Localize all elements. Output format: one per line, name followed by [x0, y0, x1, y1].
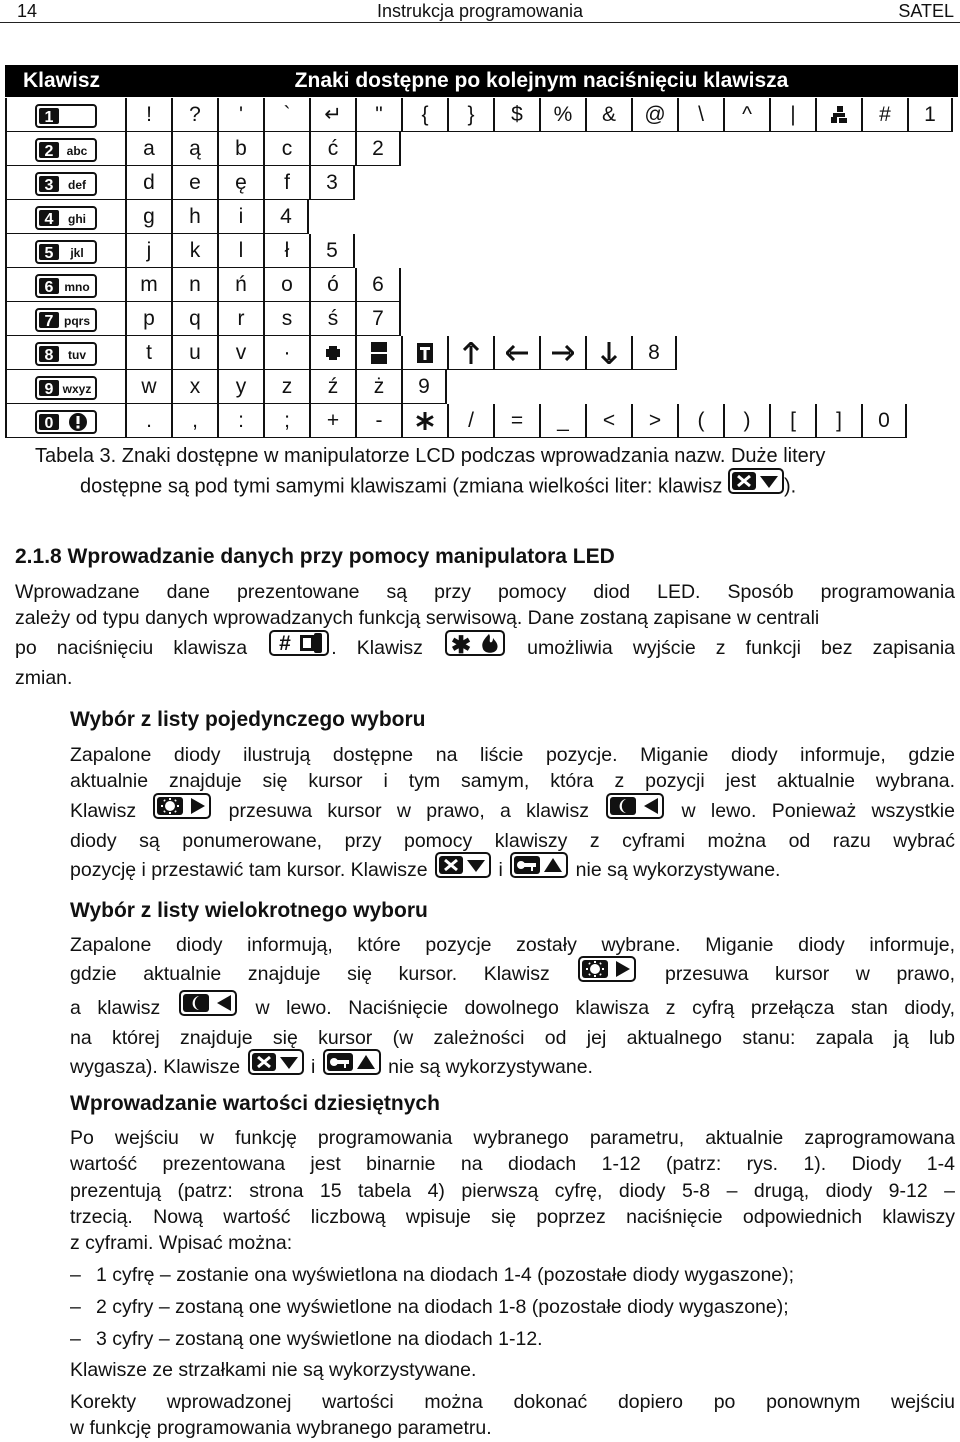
char-cell: % — [539, 98, 585, 132]
section-heading-single-choice: Wybór z listy pojedynczego wyboru — [70, 708, 426, 731]
page-number: 14 — [17, 1, 38, 21]
svg-text:jkl: jkl — [70, 246, 84, 260]
section-led-text: Wprowadzane dane prezentowane są przy pomocy diod LED. Sposób programowania zależy od typu danych wprowadzanych funkcją serwisową. Dane zostaną zapisane w centrali po naciśnięciu klawisza # . Klawisz ✱ umożliwia wyjście z funkcji bez zapisania zmian. — [15, 581, 956, 689]
section-heading-multi-choice: Wybór z listy wielokrotnego wyboru — [70, 899, 428, 922]
char-cell: ; — [263, 404, 309, 438]
svg-text:7: 7 — [44, 313, 54, 330]
arrow-down-icon — [585, 336, 631, 370]
running-title: Instrukcja programowania — [376, 1, 584, 21]
char-cell: m — [125, 268, 171, 302]
table-row — [5, 268, 401, 302]
char-cell: g — [125, 200, 171, 234]
char-cell: · — [263, 336, 309, 370]
char-cell: l — [217, 234, 263, 268]
table-row — [5, 132, 401, 166]
char-cell: 6 — [355, 268, 401, 302]
char-cell: @ — [631, 98, 677, 132]
svg-text:mno: mno — [64, 280, 90, 294]
section-decimal-text: Po wejściu w funkcję programowania wybranego parametru, aktualnie zaprogramowana wartość prezentowana jest binarnie na diodach 1-12 (patrz: rys. 1). Diody 1-4 prezentują (patrz: strona 15 tabela 4) pierwszą cyfrę, diody 5-8 – drugą, diody 9-12 – trzecią. Nową wartość liczbową wpisuje się poprzez naciśnięcie odpowiednich klawiszy z cyframi. Wpisać można: — [70, 1127, 955, 1255]
key-key-up-icon — [510, 852, 568, 885]
char-cell: 0 — [861, 404, 907, 438]
svg-text:8: 8 — [44, 347, 54, 364]
char-cell: n — [171, 268, 217, 302]
table-row — [5, 166, 355, 200]
caption-line-2: dostępne są pod tymi samymi klawiszami (zmiana wielkości liter: klawisz ). — [35, 470, 945, 504]
char-cell: z — [263, 370, 309, 404]
char-cell: 1 — [907, 98, 953, 132]
char-cell: i — [217, 200, 263, 234]
char-cell: | — [769, 98, 815, 132]
char-cell: ^ — [723, 98, 769, 132]
key-cell — [5, 336, 125, 370]
char-cell: ł — [263, 234, 309, 268]
char-cell: , — [171, 404, 217, 438]
key-cell — [5, 370, 125, 404]
large-block-icon — [355, 336, 401, 370]
arrow-left-icon — [493, 336, 539, 370]
svg-text:✱: ✱ — [450, 631, 472, 656]
char-cell: w — [125, 370, 171, 404]
column-header-key: Klawisz — [23, 69, 101, 92]
char-cell: > — [631, 404, 677, 438]
char-cell: a — [125, 132, 171, 166]
key-cell — [5, 302, 125, 336]
char-cell: v — [217, 336, 263, 370]
char-cell: p — [125, 302, 171, 336]
char-cell: ] — [815, 404, 861, 438]
char-cell: e — [171, 166, 217, 200]
char-cell: : — [217, 404, 263, 438]
svg-text:1: 1 — [44, 109, 54, 126]
asterisk-icon — [401, 404, 447, 438]
table-row — [5, 370, 447, 404]
svg-text:3: 3 — [44, 177, 54, 194]
user-icon — [815, 98, 861, 132]
svg-text:ghi: ghi — [68, 212, 86, 226]
char-cell: # — [861, 98, 907, 132]
list-item: – 2 cyfry – zostaną one wyświetlone na diodach 1-8 (pozostałe diody wygaszone); — [70, 1296, 789, 1318]
char-cell: x — [171, 370, 217, 404]
table-row — [5, 234, 355, 268]
char-cell: q — [171, 302, 217, 336]
svg-text:0: 0 — [44, 415, 54, 432]
char-cell: o — [263, 268, 309, 302]
brand-name: SATEL — [898, 1, 954, 21]
key-moon-left-icon — [179, 990, 237, 1023]
char-cell: 3 — [309, 166, 355, 200]
char-cell: r — [217, 302, 263, 336]
key-cell — [5, 234, 125, 268]
svg-text:tuv: tuv — [68, 348, 86, 362]
char-cell: 4 — [263, 200, 309, 234]
char-cell: y — [217, 370, 263, 404]
key-x-down-icon — [728, 468, 784, 502]
key-cell — [5, 98, 125, 132]
char-cell: u — [171, 336, 217, 370]
char-cell: = — [493, 404, 539, 438]
svg-text:4: 4 — [44, 211, 54, 228]
key-key-up-icon — [323, 1049, 381, 1082]
t-block-icon — [401, 336, 447, 370]
char-cell: ' — [217, 98, 263, 132]
svg-text:#: # — [279, 631, 292, 655]
char-cell: $ — [493, 98, 539, 132]
char-cell: - — [355, 404, 401, 438]
section-multi-choice-text: Zapalone diody informują, które pozycje zostały wybrane. Miganie diody informuje, gdzie aktualnie znajduje się kursor. Klawisz przesuwa kursor w prawo, a klawisz w lewo. Naciśnięcie dowolnego klawisza z cyfrą przełącza stan diody, na której znajduje się kursor (w zależności od jej aktualnego stanu: zapala ją lub wygasza). Klawisze i nie są wykorzystywane. — [70, 932, 955, 1084]
section-heading-decimal: Wprowadzanie wartości dziesiętnych — [70, 1092, 440, 1115]
key-x-down-icon — [435, 852, 491, 885]
svg-text:6: 6 — [44, 279, 54, 296]
char-cell: 9 — [401, 370, 447, 404]
key-cell — [5, 200, 125, 234]
char-cell: 2 — [355, 132, 401, 166]
char-cell: ó — [309, 268, 355, 302]
char-cell: d — [125, 166, 171, 200]
char-cell: . — [125, 404, 171, 438]
char-cell: ć — [309, 132, 355, 166]
char-cell: ↵ — [309, 98, 355, 132]
key-x-down-icon — [248, 1049, 304, 1082]
key-cell — [5, 132, 125, 166]
table-row — [5, 200, 309, 234]
table-row — [5, 404, 907, 438]
table-row — [5, 302, 401, 336]
char-cell: k — [171, 234, 217, 268]
table-header-row — [5, 65, 958, 97]
char-cell: } — [447, 98, 493, 132]
list-item: – 1 cyfrę – zostanie ona wyświetlona na diodach 1-4 (pozostałe diody wygaszone); — [70, 1264, 795, 1286]
svg-text:def: def — [68, 178, 86, 192]
key-hash-icon — [269, 630, 329, 663]
char-cell: ń — [217, 268, 263, 302]
keypad-characters-table — [5, 65, 958, 440]
small-block-icon — [309, 336, 355, 370]
section-heading-led: 2.1.8 Wprowadzanie danych przy pomocy manipulatora LED — [15, 545, 615, 568]
char-cell: { — [401, 98, 447, 132]
char-cell: + — [309, 404, 355, 438]
table-caption — [35, 443, 945, 504]
char-cell: c — [263, 132, 309, 166]
section-single-choice-text: Zapalone diody ilustrują dostępne na liście pozycje. Miganie diody informuje, gdzie aktualnie znajduje się kursor i tym samym, która z pozycji jest aktualnie wybrana. Klawisz przesuwa kursor w prawo, a klawisz w lewo. Ponieważ wszystkie diody są ponumerowane, przy pomocy klawiszy z cyframi można od razu wybrać pozycję i przestawić tam kursor. Klawisze i nie są wykorzystywane. — [70, 742, 955, 887]
svg-text:wxyz: wxyz — [62, 382, 92, 396]
svg-text:abc: abc — [66, 144, 88, 158]
svg-text:9: 9 — [44, 381, 54, 398]
char-cell: t — [125, 336, 171, 370]
key-cell — [5, 268, 125, 302]
char-cell: _ — [539, 404, 585, 438]
char-cell: " — [355, 98, 401, 132]
key-sun-right-icon — [153, 793, 211, 826]
char-cell: ` — [263, 98, 309, 132]
key-asterisk-icon — [445, 630, 505, 663]
char-cell: < — [585, 404, 631, 438]
char-cell: j — [125, 234, 171, 268]
char-cell: s — [263, 302, 309, 336]
char-cell: f — [263, 166, 309, 200]
key-cell — [5, 166, 125, 200]
char-cell: b — [217, 132, 263, 166]
list-item: – 3 cyfry – zostaną one wyświetlone na diodach 1-12. — [70, 1328, 543, 1350]
char-cell: [ — [769, 404, 815, 438]
key-moon-left-icon — [606, 793, 664, 826]
header-rule — [0, 22, 960, 23]
char-cell: ę — [217, 166, 263, 200]
key-sun-right-icon — [578, 956, 636, 989]
note-arrows-unused: Klawisze ze strzałkami nie są wykorzystywane. — [70, 1359, 477, 1381]
svg-text:pqrs: pqrs — [63, 314, 91, 328]
char-cell: 5 — [309, 234, 355, 268]
char-cell: 8 — [631, 336, 677, 370]
char-cell: ź — [309, 370, 355, 404]
column-header-characters: Znaki dostępne po kolejnym naciśnięciu klawisza — [294, 69, 789, 92]
char-cell: & — [585, 98, 631, 132]
arrow-up-icon — [447, 336, 493, 370]
page-header — [0, 0, 960, 24]
note-correction: Korekty wprowadzonej wartości można dokonać dopiero po ponownym wejściu w funkcję programowania wybranego parametru. — [70, 1391, 955, 1440]
char-cell: ) — [723, 404, 769, 438]
arrow-right-icon — [539, 336, 585, 370]
svg-text:2: 2 — [44, 143, 54, 160]
char-cell: / — [447, 404, 493, 438]
char-cell: \ — [677, 98, 723, 132]
char-cell: ! — [125, 98, 171, 132]
char-cell: ? — [171, 98, 217, 132]
table-row — [5, 336, 677, 370]
caption-line-1: Tabela 3. Znaki dostępne w manipulatorze LCD podczas wprowadzania nazw. Duże litery — [35, 445, 826, 467]
char-cell: ( — [677, 404, 723, 438]
char-cell: ż — [355, 370, 401, 404]
char-cell: h — [171, 200, 217, 234]
table-row — [5, 98, 953, 132]
char-cell: ą — [171, 132, 217, 166]
char-cell: 7 — [355, 302, 401, 336]
key-cell — [5, 404, 125, 438]
char-cell: ś — [309, 302, 355, 336]
svg-text:5: 5 — [44, 245, 54, 262]
